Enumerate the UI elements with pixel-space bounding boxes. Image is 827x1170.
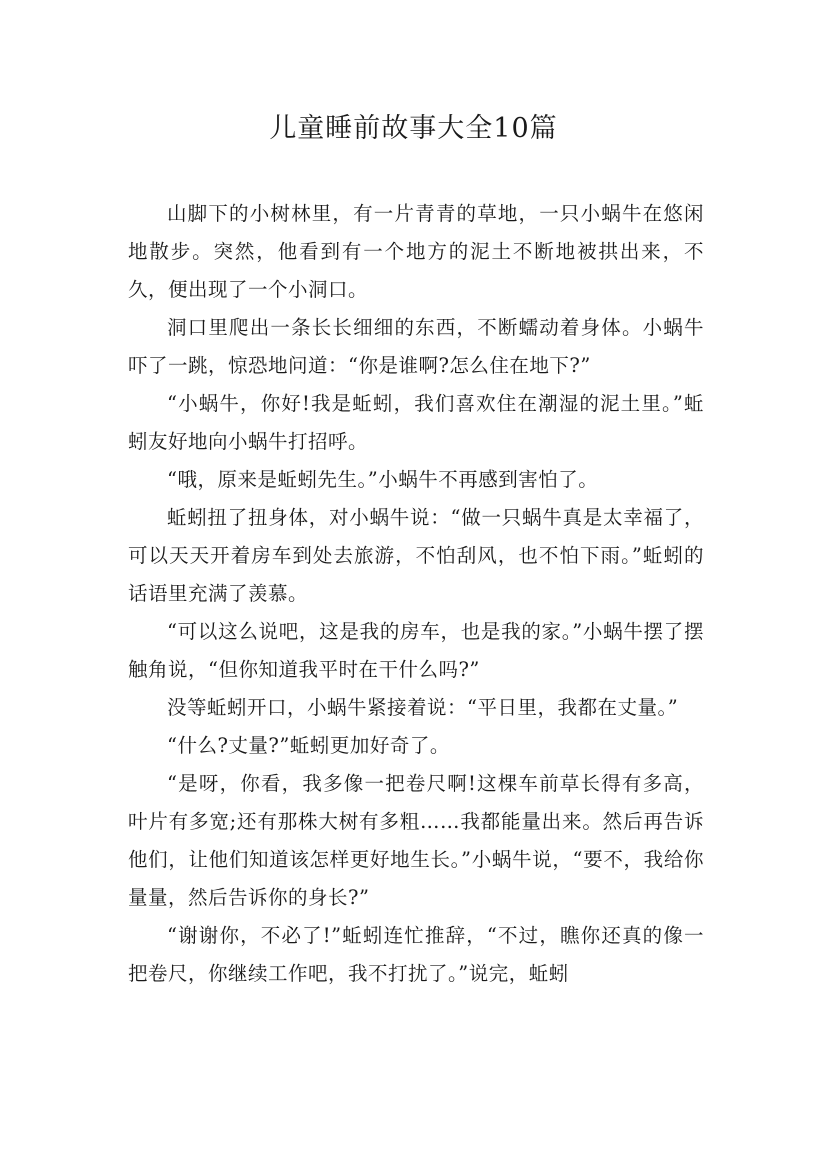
paragraph: “可以这么说吧，这是我的房车，也是我的家。”小蜗牛摆了摆触角说，“但你知道我平时在干什么吗?” (128, 620, 704, 681)
document-body (128, 195, 704, 993)
document-title: 儿童睡前故事大全10篇 (269, 113, 558, 144)
paragraph: 山脚下的小树林里，有一片青青的草地，一只小蜗牛在悠闲地散步。突然，他看到有一个地方的泥土不断地被拱出来，不久，便出现了一个小洞口。 (128, 202, 704, 301)
paragraph: “是呀，你看，我多像一把卷尺啊!这棵车前草长得有多高，叶片有多宽;还有那株大树有多粗……我都能量出来。然后再告诉他们，让他们知道该怎样更好地生长。”小蜗牛说，“要不，我给你量量，然后告诉你的身长?” (128, 772, 704, 909)
paragraph: “哦，原来是蚯蚓先生。”小蜗牛不再感到害怕了。 (167, 468, 599, 491)
paragraph: “谢谢你，不必了!”蚯蚓连忙推辞，“不过，瞧你还真的像一把卷尺，你继续工作吧，我不打扰了。”说完，蚯蚓 (128, 924, 704, 985)
paragraph: 洞口里爬出一条长长细细的东西，不断蠕动着身体。小蜗牛吓了一跳，惊恐地问道：“你是谁啊?怎么住在地下?” (128, 316, 704, 377)
paragraph: “什么?丈量?”蚯蚓更加好奇了。 (167, 734, 450, 757)
paragraph: 没等蚯蚓开口，小蜗牛紧接着说：“平日里，我都在丈量。” (167, 696, 679, 719)
paragraph: 蚯蚓扭了扭身体，对小蜗牛说：“做一只蜗牛真是太幸福了，可以天天开着房车到处去旅游，不怕刮风，也不怕下雨。”蚯蚓的话语里充满了羡慕。 (128, 506, 704, 605)
paragraph: “小蜗牛，你好!我是蚯蚓，我们喜欢住在潮湿的泥土里。”蚯蚓友好地向小蜗牛打招呼。 (128, 392, 704, 453)
